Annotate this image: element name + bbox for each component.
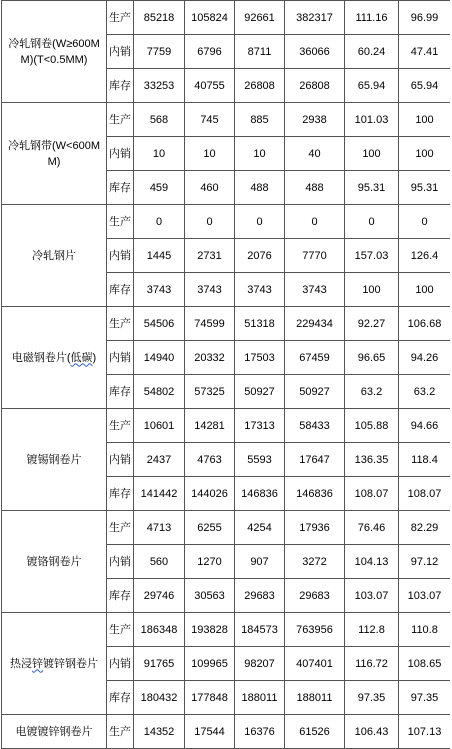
value-cell: 26808 — [235, 69, 285, 103]
value-cell: 110.8 — [399, 613, 451, 647]
value-cell: 3272 — [285, 545, 345, 579]
value-cell: 136.35 — [345, 443, 399, 477]
value-cell: 63.2 — [399, 375, 451, 409]
table-row — [2, 103, 451, 137]
value-cell: 0 — [185, 205, 235, 239]
value-cell: 3743 — [185, 273, 235, 307]
product-category-cell: 热浸锌镀锌钢卷片 — [2, 613, 107, 715]
value-cell: 67459 — [285, 341, 345, 375]
value-cell: 26808 — [285, 69, 345, 103]
value-cell: 108.07 — [399, 477, 451, 511]
product-category-cell: 冷轧钢片 — [2, 205, 107, 307]
value-cell: 29746 — [134, 579, 185, 613]
table-row — [2, 613, 451, 647]
value-cell: 560 — [134, 545, 185, 579]
row-label: 内销 — [107, 545, 134, 579]
table-row — [2, 511, 451, 545]
value-cell: 20332 — [185, 341, 235, 375]
value-cell: 180432 — [134, 681, 185, 715]
value-cell: 104.13 — [345, 545, 399, 579]
value-cell: 107.13 — [399, 715, 451, 749]
row-label: 库存 — [107, 171, 134, 205]
value-cell: 111.16 — [345, 1, 399, 35]
value-cell: 763956 — [285, 613, 345, 647]
value-cell: 6255 — [185, 511, 235, 545]
row-label: 库存 — [107, 681, 134, 715]
value-cell: 14940 — [134, 341, 185, 375]
row-label: 生产 — [107, 1, 134, 35]
value-cell: 8711 — [235, 35, 285, 69]
value-cell: 17313 — [235, 409, 285, 443]
value-cell: 29683 — [285, 579, 345, 613]
value-cell: 146836 — [235, 477, 285, 511]
value-cell: 17647 — [285, 443, 345, 477]
value-cell: 82.29 — [399, 511, 451, 545]
row-label: 内销 — [107, 443, 134, 477]
value-cell: 144026 — [185, 477, 235, 511]
value-cell: 40755 — [185, 69, 235, 103]
row-label: 生产 — [107, 205, 134, 239]
value-cell: 54506 — [134, 307, 185, 341]
row-label: 生产 — [107, 307, 134, 341]
table-row — [2, 1, 451, 35]
row-label: 内销 — [107, 647, 134, 681]
row-label: 库存 — [107, 69, 134, 103]
value-cell: 0 — [235, 205, 285, 239]
value-cell: 10 — [235, 137, 285, 171]
value-cell: 108.07 — [345, 477, 399, 511]
value-cell: 85218 — [134, 1, 185, 35]
value-cell: 50927 — [285, 375, 345, 409]
value-cell: 112.8 — [345, 613, 399, 647]
value-cell: 106.43 — [345, 715, 399, 749]
value-cell: 0 — [134, 205, 185, 239]
row-label: 生产 — [107, 613, 134, 647]
value-cell: 460 — [185, 171, 235, 205]
value-cell: 96.65 — [345, 341, 399, 375]
product-category-cell: 电镀镀锌钢卷片 — [2, 715, 107, 749]
value-cell: 54802 — [134, 375, 185, 409]
value-cell: 4254 — [235, 511, 285, 545]
value-cell: 488 — [285, 171, 345, 205]
value-cell: 95.31 — [399, 171, 451, 205]
value-cell: 2938 — [285, 103, 345, 137]
row-label: 生产 — [107, 409, 134, 443]
row-label: 生产 — [107, 715, 134, 749]
value-cell: 3743 — [235, 273, 285, 307]
value-cell: 109965 — [185, 647, 235, 681]
value-cell: 101.03 — [345, 103, 399, 137]
row-label: 内销 — [107, 239, 134, 273]
value-cell: 14281 — [185, 409, 235, 443]
value-cell: 63.2 — [345, 375, 399, 409]
value-cell: 186348 — [134, 613, 185, 647]
value-cell: 568 — [134, 103, 185, 137]
value-cell: 65.94 — [399, 69, 451, 103]
value-cell: 10 — [185, 137, 235, 171]
value-cell: 105.88 — [345, 409, 399, 443]
value-cell: 103.07 — [399, 579, 451, 613]
table-row — [2, 307, 451, 341]
value-cell: 10601 — [134, 409, 185, 443]
value-cell: 745 — [185, 103, 235, 137]
value-cell: 382317 — [285, 1, 345, 35]
spellcheck-underlined-text: 锌 — [32, 657, 43, 670]
value-cell: 94.26 — [399, 341, 451, 375]
value-cell: 57325 — [185, 375, 235, 409]
value-cell: 50927 — [235, 375, 285, 409]
value-cell: 58433 — [285, 409, 345, 443]
value-cell: 116.72 — [345, 647, 399, 681]
row-label: 库存 — [107, 477, 134, 511]
product-category-cell: 镀锡钢卷片 — [2, 409, 107, 511]
row-label: 内销 — [107, 35, 134, 69]
product-category-cell: 镀铬钢卷片 — [2, 511, 107, 613]
value-cell: 188011 — [235, 681, 285, 715]
value-cell: 29683 — [235, 579, 285, 613]
product-category-cell: 电磁钢卷片(低碳) — [2, 307, 107, 409]
value-cell: 33253 — [134, 69, 185, 103]
table-row — [2, 409, 451, 443]
table-row — [2, 715, 451, 749]
value-cell: 94.66 — [399, 409, 451, 443]
value-cell: 74599 — [185, 307, 235, 341]
value-cell: 40 — [285, 137, 345, 171]
value-cell: 907 — [235, 545, 285, 579]
row-label: 生产 — [107, 103, 134, 137]
value-cell: 3743 — [285, 273, 345, 307]
value-cell: 229434 — [285, 307, 345, 341]
value-cell: 2076 — [235, 239, 285, 273]
value-cell: 0 — [399, 205, 451, 239]
value-cell: 91765 — [134, 647, 185, 681]
row-label: 库存 — [107, 579, 134, 613]
value-cell: 1445 — [134, 239, 185, 273]
value-cell: 61526 — [285, 715, 345, 749]
value-cell: 108.65 — [399, 647, 451, 681]
value-cell: 3743 — [134, 273, 185, 307]
value-cell: 16376 — [235, 715, 285, 749]
value-cell: 14352 — [134, 715, 185, 749]
value-cell: 4713 — [134, 511, 185, 545]
value-cell: 126.4 — [399, 239, 451, 273]
value-cell: 17544 — [185, 715, 235, 749]
value-cell: 0 — [285, 205, 345, 239]
value-cell: 98207 — [235, 647, 285, 681]
value-cell: 885 — [235, 103, 285, 137]
value-cell: 97.12 — [399, 545, 451, 579]
value-cell: 146836 — [285, 477, 345, 511]
value-cell: 30563 — [185, 579, 235, 613]
value-cell: 65.94 — [345, 69, 399, 103]
product-category-cell: 冷轧钢卷(W≥600MM)(T<0.5MM) — [2, 1, 107, 103]
value-cell: 488 — [235, 171, 285, 205]
row-label: 内销 — [107, 341, 134, 375]
value-cell: 184573 — [235, 613, 285, 647]
value-cell: 1270 — [185, 545, 235, 579]
value-cell: 10 — [134, 137, 185, 171]
value-cell: 118.4 — [399, 443, 451, 477]
value-cell: 7759 — [134, 35, 185, 69]
value-cell: 106.68 — [399, 307, 451, 341]
spellcheck-underlined-text: 低碳 — [70, 351, 93, 364]
value-cell: 97.35 — [399, 681, 451, 715]
value-cell: 96.99 — [399, 1, 451, 35]
value-cell: 2731 — [185, 239, 235, 273]
value-cell: 36066 — [285, 35, 345, 69]
value-cell: 4763 — [185, 443, 235, 477]
value-cell: 100 — [399, 103, 451, 137]
value-cell: 76.46 — [345, 511, 399, 545]
value-cell: 193828 — [185, 613, 235, 647]
row-label: 内销 — [107, 137, 134, 171]
value-cell: 92.27 — [345, 307, 399, 341]
row-label: 库存 — [107, 375, 134, 409]
value-cell: 100 — [399, 137, 451, 171]
value-cell: 177848 — [185, 681, 235, 715]
value-cell: 188011 — [285, 681, 345, 715]
row-label: 库存 — [107, 273, 134, 307]
value-cell: 103.07 — [345, 579, 399, 613]
value-cell: 97.35 — [345, 681, 399, 715]
value-cell: 459 — [134, 171, 185, 205]
product-category-cell: 冷轧钢带(W<600MM) — [2, 103, 107, 205]
value-cell: 100 — [345, 273, 399, 307]
value-cell: 157.03 — [345, 239, 399, 273]
value-cell: 60.24 — [345, 35, 399, 69]
value-cell: 407401 — [285, 647, 345, 681]
value-cell: 47.41 — [399, 35, 451, 69]
value-cell: 105824 — [185, 1, 235, 35]
table-row — [2, 205, 451, 239]
row-label: 生产 — [107, 511, 134, 545]
value-cell: 2437 — [134, 443, 185, 477]
value-cell: 141442 — [134, 477, 185, 511]
steel-statistics-table — [1, 0, 450, 749]
value-cell: 17936 — [285, 511, 345, 545]
value-cell: 95.31 — [345, 171, 399, 205]
value-cell: 51318 — [235, 307, 285, 341]
value-cell: 7770 — [285, 239, 345, 273]
value-cell: 92661 — [235, 1, 285, 35]
value-cell: 0 — [345, 205, 399, 239]
value-cell: 17503 — [235, 341, 285, 375]
value-cell: 100 — [399, 273, 451, 307]
value-cell: 6796 — [185, 35, 235, 69]
value-cell: 100 — [345, 137, 399, 171]
value-cell: 5593 — [235, 443, 285, 477]
